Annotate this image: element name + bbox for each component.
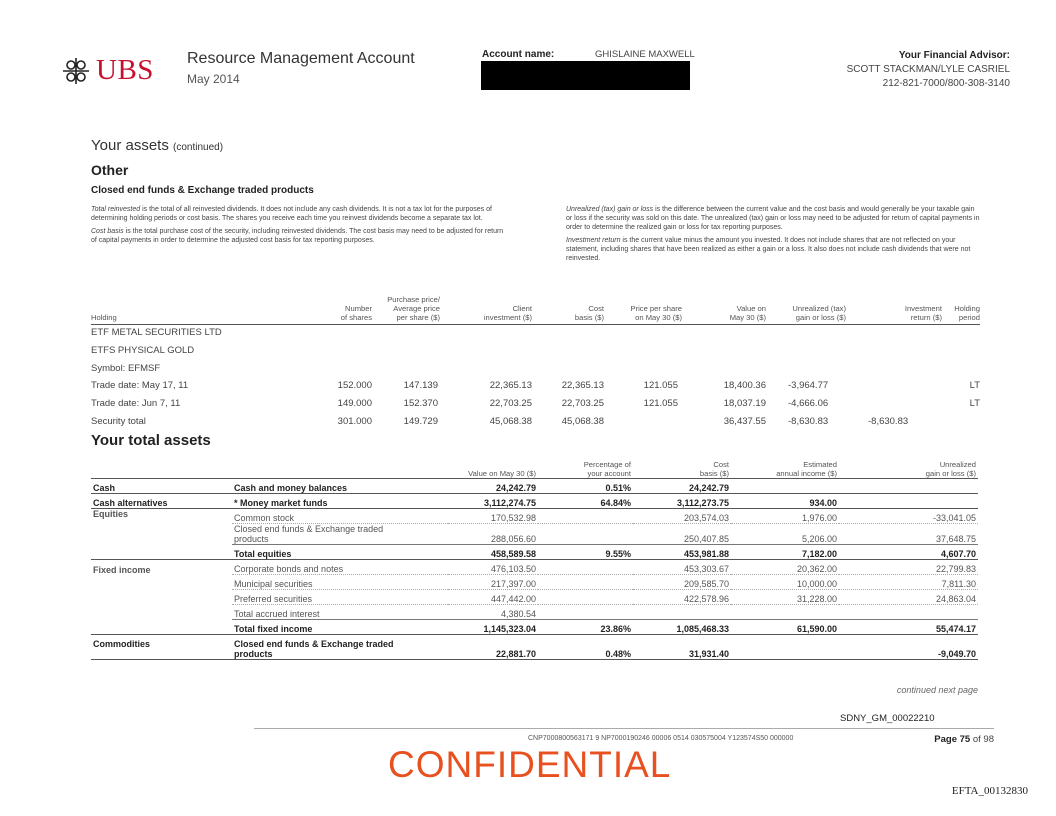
row-label: Corporate bonds and notes: [232, 560, 448, 575]
continued-note: continued next page: [896, 685, 978, 695]
ubs-brand-text: UBS: [96, 54, 154, 86]
holding-cell-unrealized: -4,666.06: [788, 398, 829, 409]
col-header-line: Price per share: [630, 304, 682, 313]
col-header-price-per-share: [604, 304, 682, 322]
cell-value: 170,532.98: [448, 509, 538, 524]
col-header-line: basis ($): [574, 313, 604, 322]
category-fixed-income: Fixed income: [93, 564, 151, 575]
row-label: Municipal securities: [232, 575, 448, 590]
page-word: Page: [934, 734, 957, 745]
row-preferred-securities: [91, 590, 978, 605]
account-name-label: Account name:: [482, 49, 555, 60]
holding-cell-price: 147.139: [403, 380, 438, 391]
holding-cell-price: 149.729: [403, 416, 438, 427]
cell-cost: 250,407.85: [633, 524, 731, 545]
row-corporate-bonds: [91, 560, 978, 575]
holding-cell-value: 18,400.36: [723, 380, 766, 391]
col-header-line: Cost: [588, 304, 604, 313]
cell-percentage: [538, 575, 633, 590]
holding-cell-pps: 121.055: [643, 398, 678, 409]
cell-cost: 453,303.67: [633, 560, 731, 575]
cell-value: 458,589.58: [448, 545, 538, 560]
row-label: Cash and money balances: [232, 479, 448, 494]
cell-percentage: [538, 560, 633, 575]
section-title: [91, 137, 223, 154]
cell-percentage: [538, 509, 633, 524]
document-title: Resource Management Account: [187, 50, 415, 67]
cell-cost: 453,981.88: [633, 545, 731, 560]
cell-gain: 55,474.17: [839, 620, 978, 635]
cell-gain: 37,648.75: [839, 524, 978, 545]
cell-gain: -9,049.70: [839, 635, 978, 660]
definition-text: is the total of all reinvested dividends. It does not include any cash dividends. It is not a tax lot for the purposes of determining holding periods or cost basis. The shares you receive each time you reinvest dividends become a separate tax lot.: [91, 206, 492, 222]
holdings-header-rule: [91, 324, 980, 325]
cell-value: 476,103.50: [448, 560, 538, 575]
holding-cell-cost: 22,365.13: [561, 380, 604, 391]
col-header-line: return ($): [910, 313, 942, 322]
col-header-line: Purchase price/: [387, 295, 440, 304]
definitions-left: [91, 205, 507, 245]
holding-cell-period: LT: [969, 398, 980, 409]
cell-gain: 22,799.83: [839, 560, 978, 575]
col-header-line: Unrealized (tax): [792, 304, 846, 313]
holding-cell-period: LT: [969, 380, 980, 391]
holding-cell-return: -8,630.83: [868, 416, 909, 427]
col-header-line: Percentage of: [583, 460, 631, 469]
col-header-cost-basis: [540, 304, 604, 322]
col-header-line: Value on: [736, 304, 766, 313]
holding-cell-client: 22,703.25: [489, 398, 532, 409]
col-header-line: Unrealized: [939, 460, 976, 469]
row-label: * Money market funds: [232, 494, 448, 509]
row-label-line: products: [234, 534, 269, 544]
row-label: [232, 524, 448, 545]
holding-row-label: Security total: [91, 416, 146, 427]
cell-gain: [839, 494, 978, 509]
col-header-line: annual income ($): [776, 469, 837, 478]
cell-cost: [633, 605, 731, 620]
col-header-unrealized-gain: [839, 453, 978, 479]
definition-investment-return: [566, 236, 980, 263]
col-header-line: Estimated: [803, 460, 837, 469]
row-label-line: Closed end funds & Exchange traded: [234, 524, 384, 534]
col-header-line: Client: [512, 304, 532, 313]
col-header-cost-basis: [633, 453, 731, 479]
category-blank: [91, 620, 232, 635]
row-common-stock: [91, 509, 978, 524]
holding-cell-shares: 301.000: [337, 416, 372, 427]
row-total-equities: [91, 545, 978, 560]
cell-cost: 24,242.79: [633, 479, 731, 494]
col-header-unrealized: [770, 304, 846, 322]
cell-percentage: 23.86%: [538, 620, 633, 635]
col-header-investment-return: [868, 304, 942, 322]
row-label: Common stock: [232, 509, 448, 524]
cell-value: 217,397.00: [448, 575, 538, 590]
holding-cell-client: 45,068.38: [489, 416, 532, 427]
definition-text: is the difference between the current value and the cost basis and would generally be your taxable gain or loss if the security was sold on this date. The unrealized (tax) gain or loss may need to be adjusted for return of capital payments in order to determine the realized gain or loss for tax reporting purposes.: [566, 206, 980, 231]
advisor-label: Your Financial Advisor:: [898, 50, 1010, 61]
cell-income: [731, 635, 839, 660]
cell-income: 31,228.00: [731, 590, 839, 605]
category-blank: [91, 590, 232, 605]
holding-name-line1: ETF METAL SECURITIES LTD: [91, 327, 222, 338]
efta-number: EFTA_00132830: [951, 785, 1028, 797]
category-equities: Equities: [93, 509, 129, 519]
holding-row: [0, 380, 1056, 398]
cell-percentage: [538, 524, 633, 545]
category-blank: [91, 524, 232, 545]
col-header-line: gain or loss ($): [925, 469, 976, 478]
cell-value: 4,380.54: [448, 605, 538, 620]
holding-cell-cost: 45,068.38: [561, 416, 604, 427]
cell-cost: 3,112,273.75: [633, 494, 731, 509]
ubs-logo: [62, 54, 154, 87]
col-header-line: basis ($): [699, 469, 729, 478]
holding-cell-value: 36,437.55: [723, 416, 766, 427]
account-name-value: GHISLAINE MAXWELL: [595, 49, 695, 60]
row-municipal-securities: [91, 575, 978, 590]
definition-term: Unrealized (tax) gain or loss: [566, 206, 654, 213]
row-closed-end-funds: [91, 524, 978, 545]
col-header-line: May 30 ($): [729, 313, 766, 322]
row-cash: [91, 479, 978, 494]
document-code: CNP7000800563171 9 NP7000190246 00006 0514 030575004 Y123574S50 000000: [528, 735, 794, 742]
col-header-line: of shares: [340, 313, 372, 322]
row-label-line: Closed end funds & Exchange traded: [234, 639, 394, 649]
holding-row-label: Trade date: May 17, 11: [91, 380, 189, 391]
row-label: Total accrued interest: [232, 605, 448, 620]
col-header-line: Cost: [713, 460, 729, 469]
row-total-fixed-income: [91, 620, 978, 635]
page-of: of 98: [972, 734, 994, 745]
holding-row: [0, 398, 1056, 416]
footer-rule: [254, 728, 994, 729]
page-indicator: [934, 734, 994, 745]
category-commodities: Commodities: [91, 635, 232, 660]
col-header-line: Average price: [393, 304, 440, 313]
col-header-line: gain or loss ($): [795, 313, 846, 322]
definition-term: Total reinvested: [91, 206, 141, 213]
row-accrued-interest: [91, 605, 978, 620]
col-header-line: Number: [344, 304, 372, 313]
subsection-title: Other: [91, 162, 129, 178]
col-header-purchase-price: [360, 295, 440, 322]
holding-cell-unrealized: -3,964.77: [788, 380, 829, 391]
row-label-line: products: [234, 649, 273, 659]
cell-value: 447,442.00: [448, 590, 538, 605]
holding-cell-value: 18,037.19: [723, 398, 766, 409]
col-header-line: per share ($): [396, 313, 440, 322]
cell-percentage: [538, 590, 633, 605]
definition-text: is the total purchase cost of the security, including reinvested dividends. The cost basis may need to be adjusted for return of capital payments in order to determine the adjusted cost basis for tax reporting purposes.: [91, 228, 504, 244]
cell-value: 22,881.70: [448, 635, 538, 660]
col-header-percentage: [538, 453, 633, 479]
holding-cell-unrealized: -8,630.83: [788, 416, 829, 427]
category-blank: [91, 575, 232, 590]
holding-row-label: Trade date: Jun 7, 11: [91, 398, 181, 409]
cell-cost: 422,578.96: [633, 590, 731, 605]
definitions-right: [566, 205, 980, 263]
cell-income: 61,590.00: [731, 620, 839, 635]
cell-income: 10,000.00: [731, 575, 839, 590]
cell-cost: 203,574.03: [633, 509, 731, 524]
cell-gain: -33,041.05: [839, 509, 978, 524]
cell-percentage: 0.51%: [538, 479, 633, 494]
holding-cell-shares: 152.000: [337, 380, 372, 391]
ubs-keys-icon: [62, 57, 90, 85]
definition-term: Cost basis: [91, 228, 124, 235]
holding-cell-price: 152.370: [403, 398, 438, 409]
definition-total-reinvested: [91, 205, 507, 223]
cell-income: 1,976.00: [731, 509, 839, 524]
category-title: Closed end funds & Exchange traded products: [91, 185, 314, 196]
definition-term: Investment return: [566, 237, 621, 244]
col-header-value: [690, 304, 766, 322]
row-commodities: [91, 635, 978, 660]
col-header-holding-period: [944, 304, 980, 322]
cell-income: 934.00: [731, 494, 839, 509]
col-header-line: on May 30 ($): [635, 313, 682, 322]
cell-gain: 24,863.04: [839, 590, 978, 605]
col-header-annual-income: [731, 453, 839, 479]
cell-cost: 1,085,468.33: [633, 620, 731, 635]
cell-value: 24,242.79: [448, 479, 538, 494]
col-header-line: your account: [587, 469, 631, 478]
col-header-value: Value on May 30 ($): [448, 453, 538, 479]
row-label: Preferred securities: [232, 590, 448, 605]
col-header-client-investment: [450, 304, 532, 322]
cell-gain: 4,607.70: [839, 545, 978, 560]
cell-cost: 31,931.40: [633, 635, 731, 660]
category-blank: [91, 545, 232, 560]
cell-percentage: [538, 605, 633, 620]
confidential-stamp: CONFIDENTIAL: [388, 744, 672, 785]
col-header-line: period: [958, 313, 980, 322]
col-header-line: Investment: [904, 304, 942, 313]
cell-value: 1,145,323.04: [448, 620, 538, 635]
cell-value: 3,112,274.75: [448, 494, 538, 509]
cell-income: 20,362.00: [731, 560, 839, 575]
cell-cost: 209,585.70: [633, 575, 731, 590]
total-assets-table: [91, 453, 978, 660]
cell-income: [731, 479, 839, 494]
section-title-text: Your assets: [91, 137, 169, 154]
cell-income: 7,182.00: [731, 545, 839, 560]
cell-percentage: 64.84%: [538, 494, 633, 509]
category-blank: [91, 605, 232, 620]
cell-percentage: 0.48%: [538, 635, 633, 660]
page-number: 75: [959, 734, 971, 745]
row-label: Total fixed income: [232, 620, 448, 635]
col-header-line: Holding: [954, 304, 980, 313]
row-label: [232, 635, 448, 660]
advisor-names: SCOTT STACKMAN/LYLE CASRIEL: [846, 64, 1010, 75]
statement-date: May 2014: [187, 72, 240, 86]
header-blank: [91, 453, 232, 479]
holding-symbol: Symbol: EFMSF: [91, 363, 161, 374]
definition-cost-basis: [91, 227, 507, 245]
category-cash: Cash: [91, 479, 232, 494]
definition-text: is the current value minus the amount you invested. It does not include shares that are not reflected on your statement, including shares that have been realized as either a gain or a loss. It also does not include cash dividends that were not reinvested.: [566, 237, 971, 262]
redaction-bar: [481, 61, 690, 90]
advisor-phone: 212-821-7000/800-308-3140: [882, 78, 1010, 89]
row-cash-alternatives: [91, 494, 978, 509]
section-title-suffix: (continued): [173, 142, 224, 153]
cell-value: 288,056.60: [448, 524, 538, 545]
total-assets-header-row: [91, 453, 978, 479]
category-cash-alternatives: Cash alternatives: [91, 494, 232, 509]
cell-income: 5,206.00: [731, 524, 839, 545]
col-header-holding: Holding: [91, 313, 117, 322]
header-blank: [232, 453, 448, 479]
total-assets-title: Your total assets: [91, 432, 211, 449]
holding-cell-shares: 149.000: [337, 398, 372, 409]
row-label: Total equities: [232, 545, 448, 560]
cell-gain: [839, 479, 978, 494]
definition-unrealized: [566, 205, 980, 232]
cell-gain: 7,811.30: [839, 575, 978, 590]
col-header-line: investment ($): [483, 313, 532, 322]
holding-cell-cost: 22,703.25: [561, 398, 604, 409]
bates-number: SDNY_GM_00022210: [840, 713, 935, 724]
cell-income: [731, 605, 839, 620]
cell-gain: [839, 605, 978, 620]
holding-cell-client: 22,365.13: [489, 380, 532, 391]
cell-percentage: 9.55%: [538, 545, 633, 560]
holding-cell-pps: 121.055: [643, 380, 678, 391]
financial-advisor-block: [847, 49, 1010, 91]
holding-name-line2: ETFS PHYSICAL GOLD: [91, 345, 195, 356]
